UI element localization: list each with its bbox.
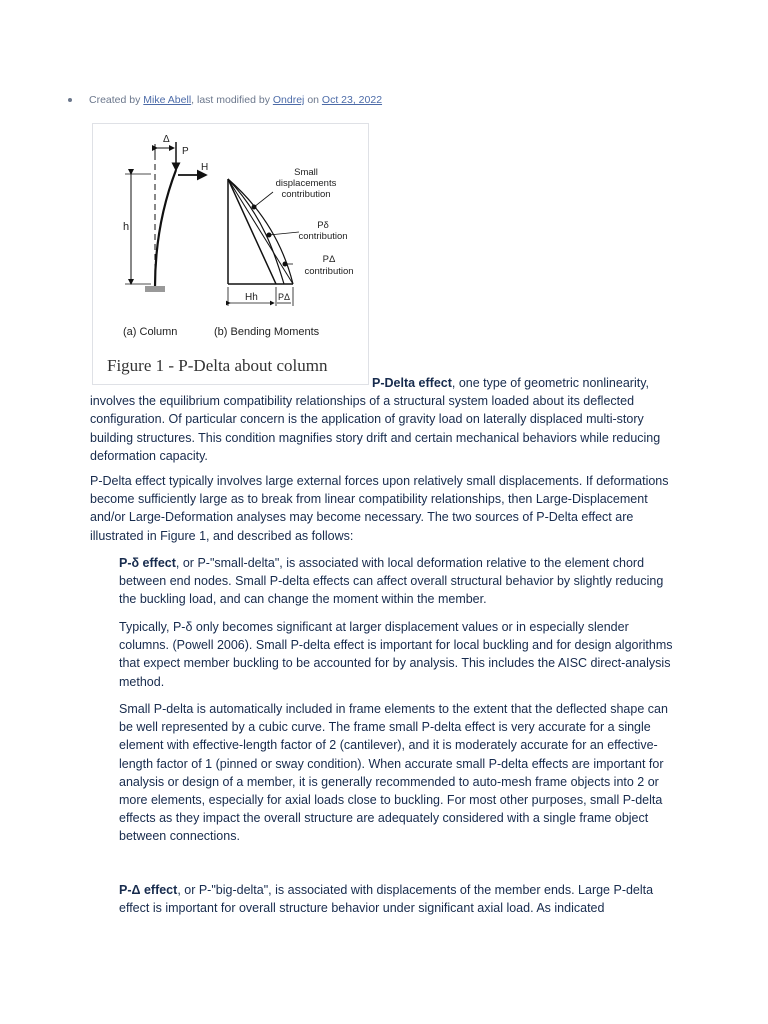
p-small-delta-curve (228, 179, 284, 284)
small-delta-paragraph (119, 554, 679, 609)
small-disp-label-2: displacements (275, 178, 337, 189)
big-delta-paragraph (119, 881, 679, 917)
on-label: on (307, 94, 319, 106)
figure-caption: Figure 1 - P-Delta about column (107, 356, 328, 375)
psmall-label-2: contribution (298, 231, 348, 242)
small-disp-label-3: contribution (281, 189, 331, 200)
intro-paragraph (90, 374, 680, 465)
psmall-label-1: Pδ (317, 220, 329, 231)
date-link[interactable]: Oct 23, 2022 (321, 94, 383, 106)
height-label: h (123, 221, 130, 233)
hh-label: Hh (245, 292, 258, 303)
small-delta-text: , or P-"small-delta", is associated with local deformation relative to the element chord between end nodes. Small P-delta effects can affect overall structural behavior by slightly reducing the buckling load, and can change the moment within the member. (119, 556, 664, 607)
p-label: P (182, 146, 189, 157)
creator-link[interactable]: Mike Abell (143, 94, 192, 106)
big-delta-text: , or P-"big-delta", is associated with displacements of the member ends. Large P-delta effect is important for overall structure behavior under significant axial load. As indicated (119, 883, 654, 916)
page-metadata (68, 94, 382, 106)
linear-moment-line (228, 179, 276, 284)
small-disp-leader (254, 192, 273, 207)
created-by-label: Created by (89, 94, 141, 106)
sources-paragraph: P-Delta effect typically involves large external forces upon relatively small displacements. If deformations become sufficiently large as to break from linear compatibility relationships, then Large-Displacement and/or Large-Deformation analyses may become necessary. The two sources of P-Delta effect are illustrated in Figure 1, and described as follows: (90, 474, 669, 543)
deflected-column (155, 170, 176, 287)
intro-first-line (90, 374, 680, 392)
pbig-label-1: PΔ (322, 254, 336, 265)
p-delta-term: P-Delta effect (372, 376, 452, 390)
bullet-dot (68, 98, 72, 102)
column-support (145, 286, 165, 292)
modified-by-label: , last modified by (191, 94, 270, 106)
pbig-label-2: contribution (304, 266, 354, 277)
small-delta-frame-paragraph: Small P-delta is automatically included in frame elements to the extent that the deflected shape can be well represented by a cubic curve. The frame small P-delta effect is very accurate for a single element with effective-length factor of 2 (cantilever), and it is moderately accurate for an effective-length factor of 1 (pinned or sway condition). When accurate small P-delta effects are important for analysis or design of a member, it is generally recommended to auto-mesh frame objects into 2 or more elements, especially for axial loads close to buckling. For most other purposes, small P-delta effects as they impact the overall structure are adequately considered with a single frame object between connections. (119, 702, 668, 844)
intro-line1: , one type of geometric nonlinearity, (451, 376, 649, 390)
big-delta-term: P-Δ effect (119, 883, 178, 897)
small-delta-significance-paragraph: Typically, P-δ only becomes significant at larger displacement values or in especially slender columns. (Powell 2006). Small P-delta effect is important for local buckling and for design algorithms that expect member buckling to be accounted for by analysis. This includes the AISC direct-analysis method. (119, 620, 673, 689)
intro-body: involves the equilibrium compatibility relationships of a structural system loaded about its deflected configuration. Of particular concern is the application of gravity load on laterally displaced multi-story building structures. This condition magnifies story drift and certain mechanical behaviors while reducing deformation capacity. (90, 394, 661, 463)
h-force-label: H (201, 162, 209, 173)
small-disp-label-1: Small (294, 167, 318, 178)
pdelta-dim-label: PΔ (278, 292, 291, 302)
modifier-link[interactable]: Ondrej (272, 94, 305, 106)
small-delta-term: P-δ effect (119, 556, 176, 570)
subcaption-b: (b) Bending Moments (214, 326, 320, 338)
subcaption-a: (a) Column (123, 326, 178, 338)
p-delta-figure (92, 123, 369, 385)
p-delta-diagram (93, 124, 370, 386)
delta-label: Δ (163, 134, 170, 145)
